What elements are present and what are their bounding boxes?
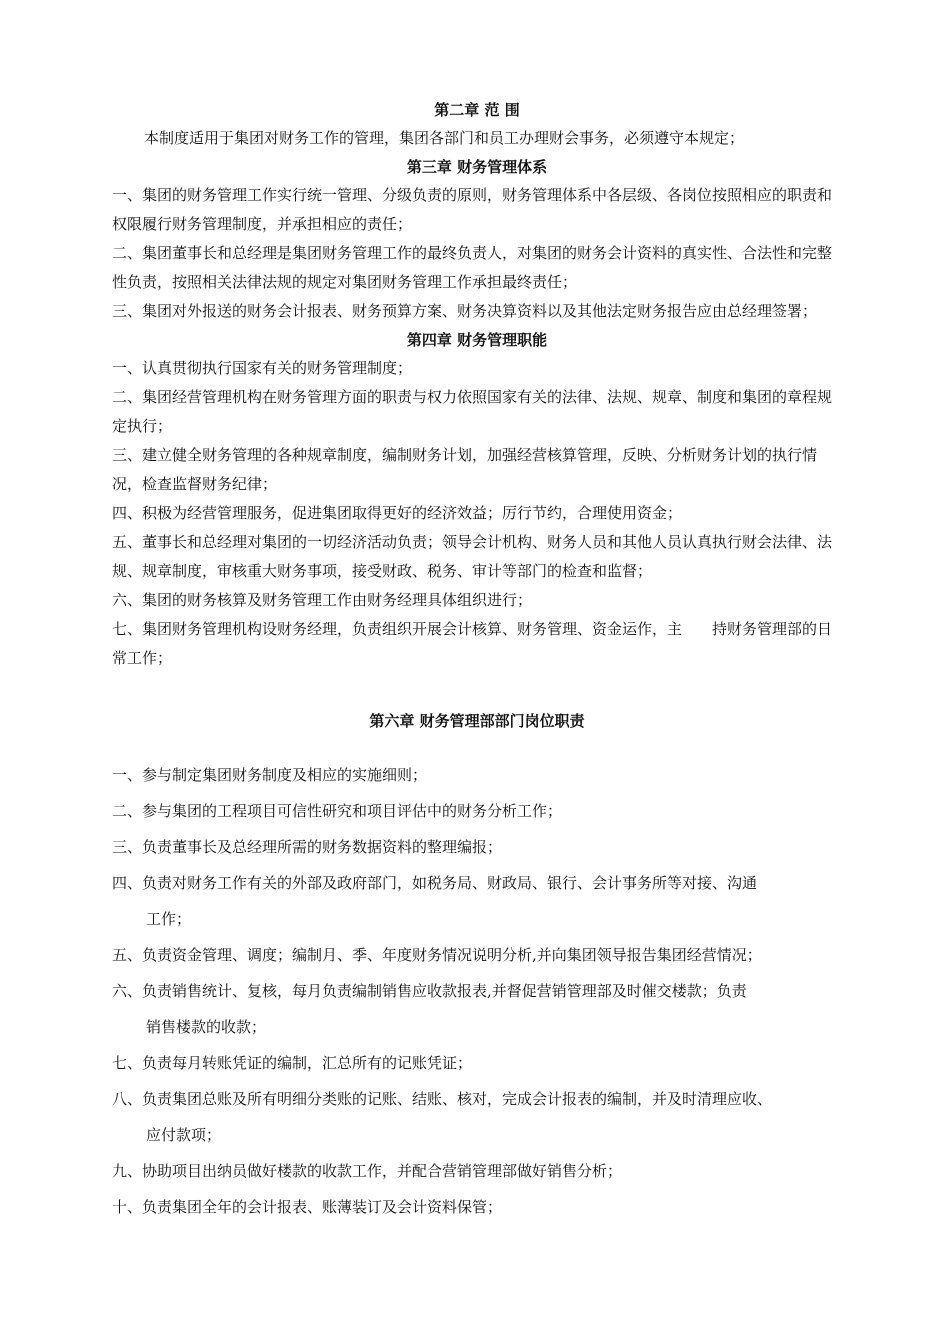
list-item-continuation: 销售楼款的收款； xyxy=(146,1018,267,1036)
chapter-3-title: 第三章 财务管理体系 xyxy=(406,158,548,176)
list-item-text: 九、协助项目出纳员做好楼款的收款工作，并配合营销管理部做好销售分析； xyxy=(112,1162,623,1180)
list-item xyxy=(112,793,842,829)
list-item-text: 十、负责集团全年的会计报表、账薄装订及会计资料保管； xyxy=(112,1198,503,1216)
list-item xyxy=(112,973,842,1045)
list-item-text: 六、负责销售统计、复核，每月负责编制销售应收款报表,并督促营销管理部及时催交楼款；负责 xyxy=(112,982,747,1000)
chapter-4-item: 一、认真贯彻执行国家有关的财务管理制度； xyxy=(112,359,413,377)
chapter-4-item: 二、集团经营管理机构在财务管理方面的职责与权力依照国家有关的法律、法规、规章、制度和集团的章程规定执行； xyxy=(112,388,833,435)
chapter-4-item: 六、集团的财务核算及财务管理工作由财务经理具体组织进行； xyxy=(112,591,533,609)
list-item-continuation: 工作； xyxy=(146,910,192,928)
list-item-text: 三、负责董事长及总经理所需的财务数据资料的整理编报； xyxy=(112,838,503,856)
list-item-text: 一、参与制定集团财务制度及相应的实施细则； xyxy=(112,766,428,784)
list-item-text: 四、负责对财务工作有关的外部及政府部门，如税务局、财政局、银行、会计事务所等对接、沟通 xyxy=(112,874,758,892)
chapter-4-item: 五、董事长和总经理对集团的一切经济活动负责；领导会计机构、财务人员和其他人员认真执行财会法律、法规、规章制度，审核重大财务事项，接受财政、税务、审计等部门的检查和监督； xyxy=(112,533,833,580)
list-item-text: 七、负责每月转账凭证的编制，汇总所有的记账凭证； xyxy=(112,1054,473,1072)
chapter-2-title: 第二章 范 围 xyxy=(434,101,520,119)
chapter-3-item: 三、集团对外报送的财务会计报表、财务预算方案、财务决算资料以及其他法定财务报告应由总经理签署； xyxy=(112,302,818,320)
list-item xyxy=(112,1153,842,1189)
chapter-4-item: 四、积极为经营管理服务，促进集团取得更好的经济效益；厉行节约，合理使用资金； xyxy=(112,504,683,522)
chapter-4-item: 七、集团财务管理机构设财务经理，负责组织开展会计核算、财务管理、资金运作，主 持财务管理部的日常工作； xyxy=(112,620,833,667)
list-item xyxy=(112,937,842,973)
section-spacer xyxy=(112,673,842,693)
list-item xyxy=(112,1189,842,1225)
chapter-3-item: 一、集团的财务管理工作实行统一管理、分级负责的原则，财务管理体系中各层级、各岗位按照相应的职责和权限履行财务管理制度，并承担相应的责任； xyxy=(112,186,833,233)
list-item xyxy=(112,829,842,865)
document-page xyxy=(112,96,842,1225)
chapter-2-paragraph: 本制度适用于集团对财务工作的管理，集团各部门和员工办理财会事务，必须遵守本规定； xyxy=(144,129,745,147)
list-item xyxy=(112,865,842,937)
chapter-3-item: 二、集团董事长和总经理是集团财务管理工作的最终负责人，对集团的财务会计资料的真实性、合法性和完整性负责，按照相关法律法规的规定对集团财务管理工作承担最终责任； xyxy=(112,244,833,291)
list-item xyxy=(112,1045,842,1081)
chapter-6-title: 第六章 财务管理部部门岗位职责 xyxy=(369,712,585,730)
list-item-text: 五、负责资金管理、调度；编制月、季、年度财务情况说明分析,并向集团领导报告集团经营情况； xyxy=(112,946,762,964)
list-item xyxy=(112,1081,842,1153)
chapter-4-title: 第四章 财务管理职能 xyxy=(406,331,548,349)
chapter-6-list xyxy=(112,757,842,1225)
list-item-text: 八、负责集团总账及所有明细分类账的记账、结账、核对，完成会计报表的编制，并及时清理应收、 xyxy=(112,1090,773,1108)
list-item-continuation: 应付款项； xyxy=(146,1126,222,1144)
list-item xyxy=(112,757,842,793)
list-item-text: 二、参与集团的工程项目可信性研究和项目评估中的财务分析工作； xyxy=(112,802,563,820)
chapter-4-item: 三、建立健全财务管理的各种规章制度，编制财务计划，加强经营核算管理，反映、分析财务计划的执行情况，检查监督财务纪律； xyxy=(112,446,818,493)
